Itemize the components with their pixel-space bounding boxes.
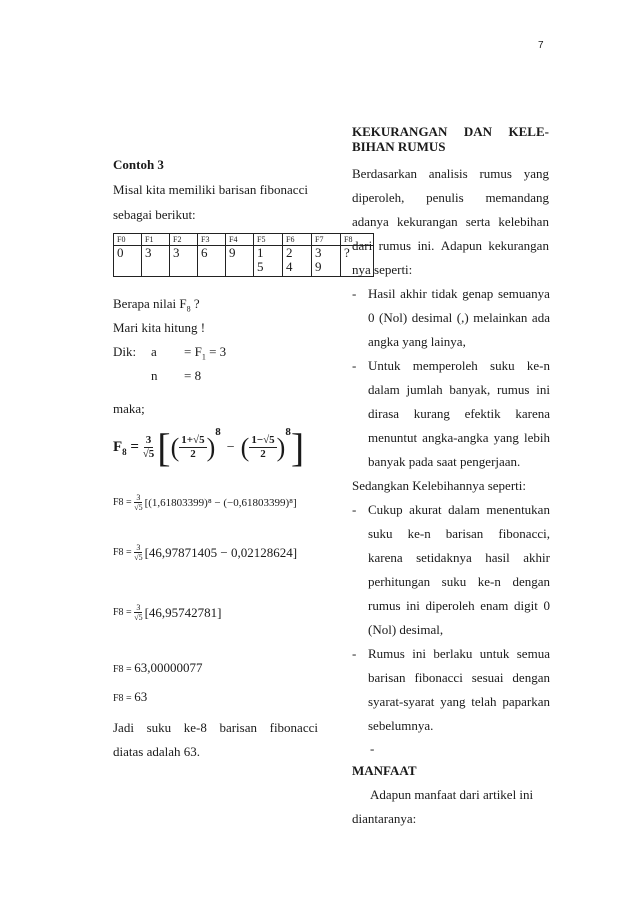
binet-formula	[113, 420, 304, 475]
text-line: Adapun manfaat dari artikel ini	[370, 787, 534, 802]
fibonacci-table-value-digit: 9	[315, 259, 322, 274]
word: akhir	[523, 550, 550, 565]
formula-left-bracket: [	[157, 424, 171, 470]
step-3-expression: [46,95742781]	[144, 604, 222, 620]
word: ke-n	[407, 526, 431, 541]
fibonacci-table-value-digit: 9	[229, 245, 236, 260]
formula-eq: =	[126, 439, 143, 455]
word: desimal	[411, 310, 453, 325]
fibonacci-table-value-cell	[226, 246, 254, 277]
word: tidak	[431, 286, 458, 301]
word: fibonacci,	[498, 526, 550, 541]
question-line	[113, 296, 200, 317]
fibonacci-table-value-cell	[283, 246, 312, 277]
formula-term2: $\frac{1-√5}{2}$	[251, 434, 275, 460]
word: rumus	[368, 598, 401, 613]
justified-text-line	[352, 190, 549, 205]
fibonacci-table-value-digit: 2	[286, 245, 293, 260]
word: ke-n	[526, 358, 550, 373]
word: rumus	[496, 382, 530, 397]
justified-text-line	[352, 214, 549, 229]
section-heading-line-2: BIHAN RUMUS	[352, 139, 446, 154]
text-line: (Nol) desimal,	[368, 622, 444, 637]
fibonacci-table-header-row	[114, 234, 374, 246]
word: banyak,	[449, 382, 491, 397]
word: dengan	[512, 574, 550, 589]
word: 0	[368, 310, 375, 325]
lets-count: Mari kita hitung !	[113, 320, 206, 335]
justified-text-line	[352, 166, 549, 181]
word: kurang	[413, 406, 450, 421]
dik-a-subscript: 1	[201, 352, 206, 362]
formula-exp-1: 8	[215, 426, 221, 438]
word: kekurangan	[396, 214, 458, 229]
justified-text-line	[368, 670, 550, 685]
word: memperoleh	[412, 358, 478, 373]
word: ini.	[417, 238, 435, 253]
word: barisan	[445, 526, 484, 541]
conclusion-line-1	[113, 720, 318, 735]
word: ada	[531, 310, 550, 325]
justified-text-line	[368, 526, 550, 541]
justified-text-line	[368, 286, 550, 301]
word: rumus	[479, 166, 512, 181]
fibonacci-table-header-cell: F4	[226, 234, 254, 246]
fibonacci-table-header-cell: F6	[283, 234, 312, 246]
dik-a-value-text: = F	[184, 344, 202, 359]
step-4-value: 63,00000077	[134, 660, 203, 675]
word: untuk	[479, 646, 510, 661]
word: akurat	[409, 502, 442, 517]
fibonacci-table-value-digit: 3	[145, 245, 152, 260]
justified-text-line	[368, 406, 550, 421]
word: menentukan	[486, 502, 550, 517]
word: Adapun	[440, 238, 482, 253]
word: setidaknya	[416, 550, 472, 565]
word: KEKURANGAN	[352, 124, 448, 139]
word: karena	[515, 406, 550, 421]
formula-coefficient: $\frac{3}{√5}$	[142, 434, 155, 460]
fibonacci-table-header-cell: F1	[142, 234, 170, 246]
conclusion-line-2: diatas adalah 63.	[113, 744, 200, 759]
word: rumus	[378, 238, 412, 253]
word: sesuai	[471, 670, 504, 685]
justified-text-line	[368, 598, 550, 613]
fibonacci-table-header-cell: F5	[254, 234, 283, 246]
word: syarat-syarat	[368, 694, 435, 709]
word: diperoleh	[425, 598, 475, 613]
text-line: banyak pada saat pengerjaan.	[368, 454, 521, 469]
word: melainkan	[473, 310, 528, 325]
word: fibonacci	[269, 720, 318, 735]
word: ini	[412, 646, 426, 661]
fibonacci-table-value-cell	[114, 246, 142, 277]
word: Untuk	[368, 358, 401, 373]
justified-text-line	[368, 310, 550, 325]
fibonacci-table-value-cell	[142, 246, 170, 277]
justified-text-line	[368, 694, 550, 709]
list-bullet-dash: -	[352, 358, 357, 373]
justified-text-line	[368, 574, 550, 589]
dik-n: n	[151, 368, 158, 383]
formula-right-bracket: ]	[290, 424, 305, 470]
fibonacci-table-value-cell	[312, 246, 341, 277]
word: kekurangan	[488, 238, 549, 253]
word: Rumus	[368, 646, 405, 661]
stray-dash: -	[370, 741, 375, 756]
formula-left-paren-1: (	[170, 432, 180, 462]
word: suku	[441, 574, 467, 589]
word: enam	[480, 598, 509, 613]
text-line: angka yang lainya,	[368, 334, 466, 349]
justified-text-line	[368, 502, 550, 517]
formula-exp-2: 8	[285, 426, 291, 438]
formula-right-paren-2: )	[276, 432, 286, 462]
word: suku	[368, 526, 393, 541]
intro-line-1: Misal kita memiliki barisan fibonacci	[113, 182, 308, 197]
word: yang	[440, 694, 466, 709]
step-1-expression: [(1,61803399)⁸ − (−0,61803399)⁸]	[144, 496, 297, 509]
fibonacci-table	[113, 233, 374, 277]
word: (Nol)	[379, 310, 408, 325]
justified-text-line	[368, 382, 550, 397]
word: jumlah	[406, 382, 443, 397]
text-line: Sedangkan Kelebihannya seperti:	[352, 478, 526, 493]
fibonacci-table-value-digit: ?	[344, 245, 350, 260]
fibonacci-table-value-cell	[170, 246, 198, 277]
example-heading: Contoh 3	[113, 157, 164, 172]
word: ini	[536, 382, 550, 397]
word: ke-8	[183, 720, 207, 735]
step-2-expression: [46,97871405 − 0,02128624]	[144, 544, 298, 560]
word: Cukup	[368, 502, 403, 517]
step-2: F8 = $\frac{3}{√5}$ [46,97871405 − 0,02128624]	[113, 543, 298, 562]
word: Berdasarkan	[352, 166, 417, 181]
fibonacci-table-value-cell	[198, 246, 226, 277]
text-line: nya seperti:	[352, 262, 413, 277]
word: dari	[352, 238, 373, 253]
formula-left-paren-2: (	[240, 432, 250, 462]
step-5-value: 63	[134, 689, 148, 704]
fibonacci-table-value-digit: 4	[286, 259, 293, 274]
step-3: F8 = $\frac{3}{√5}$ [46,95742781]	[113, 603, 222, 622]
fibonacci-table-value-digit: 0	[117, 245, 124, 260]
word: telah	[471, 694, 497, 709]
word: kelebihan	[498, 214, 549, 229]
word: karena	[368, 550, 403, 565]
dik-a-value-end: = 3	[205, 344, 227, 359]
word: dengan	[512, 670, 550, 685]
fibonacci-table-header-cell: F8	[341, 234, 374, 246]
word: dirasa	[368, 406, 400, 421]
question-subscript: 8	[186, 304, 191, 314]
word: adanya	[352, 214, 389, 229]
word: analisis	[428, 166, 468, 181]
word: dalam	[368, 382, 400, 397]
fibonacci-table-header-cell: F2	[170, 234, 198, 246]
text-line: diantaranya:	[352, 811, 417, 826]
maka: maka;	[113, 401, 145, 416]
formula-right-paren-1: )	[206, 432, 216, 462]
word: suku	[490, 358, 515, 373]
word: memandang	[485, 190, 549, 205]
word: 0	[543, 598, 550, 613]
word: yang	[493, 430, 519, 445]
dik-a: a	[151, 344, 157, 359]
word: ini	[406, 598, 420, 613]
fibonacci-table-value-row	[114, 246, 374, 277]
word: serta	[465, 214, 491, 229]
word: ke-n	[477, 574, 501, 589]
step-2-coefficient: $\frac{3}{√5}$	[134, 543, 143, 562]
word: dalam	[448, 502, 480, 517]
word: hasil	[485, 550, 510, 565]
word: yang	[523, 166, 549, 181]
step-4: F8 = 63,00000077	[113, 660, 203, 675]
dik-label: Dik:	[113, 344, 137, 359]
word: perhitungan	[368, 574, 431, 589]
list-bullet-dash: -	[352, 646, 357, 661]
justified-text-line	[368, 358, 550, 373]
fibonacci-table-value-digit: 1	[257, 245, 264, 260]
justified-text-line	[352, 238, 549, 253]
question-text: Berapa nilai F	[113, 296, 187, 311]
word: barisan	[219, 720, 257, 735]
word: Jadi	[113, 720, 134, 735]
list-bullet-dash: -	[352, 286, 357, 301]
word: digit	[513, 598, 538, 613]
formula-minus: −	[226, 439, 235, 455]
question-end: ?	[190, 296, 200, 311]
word: penulis	[426, 190, 464, 205]
word: DAN	[463, 124, 493, 139]
step-1: F8 = $\frac{3}{√5}$ [(1,61803399)⁸ − (−0,61803399)⁸]	[113, 493, 297, 512]
text-line: sebelumnya.	[368, 718, 434, 733]
justified-text-line	[368, 550, 550, 565]
fibonacci-table-value-digit: 5	[257, 259, 264, 274]
dik-n-value: = 8	[184, 368, 202, 383]
word: berlaku	[433, 646, 473, 661]
word: semua	[516, 646, 550, 661]
fibonacci-table-header-cell: F0	[114, 234, 142, 246]
fibonacci-table-value-digit: 3	[173, 245, 180, 260]
step-1-coefficient: $\frac{3}{√5}$	[134, 493, 143, 512]
word: barisan	[368, 670, 406, 685]
word: genap	[462, 286, 494, 301]
fibonacci-table-value-cell	[254, 246, 283, 277]
section-heading-line-1	[352, 124, 549, 139]
fibonacci-table-value-digit: 6	[201, 245, 208, 260]
word: akhir	[400, 286, 427, 301]
fibonacci-table-value-digit: 3	[315, 245, 322, 260]
intro-line-2: sebagai berikut:	[113, 207, 196, 222]
word: semuanya	[497, 286, 550, 301]
word: paparkan	[502, 694, 550, 709]
justified-text-line	[368, 646, 550, 661]
step-3-coefficient: $\frac{3}{√5}$	[134, 603, 143, 622]
page-number: 7	[538, 40, 544, 51]
word: suku	[146, 720, 172, 735]
fibonacci-table-header-cell: F7	[312, 234, 341, 246]
word: angka-angka	[422, 430, 489, 445]
formula-lhs: $F_8$	[113, 438, 127, 457]
fibonacci-table-header-cell: F3	[198, 234, 226, 246]
word: diperoleh,	[352, 190, 405, 205]
list-bullet-dash: -	[352, 502, 357, 517]
word: efektik	[464, 406, 501, 421]
word: (,)	[456, 310, 469, 325]
word: fibonacci	[414, 670, 463, 685]
word: KELE-	[508, 124, 549, 139]
word: Hasil	[368, 286, 396, 301]
step-5: F8 = 63	[113, 689, 148, 704]
dik-a-value	[184, 344, 226, 365]
formula-term1: $\frac{1+√5}{2}$	[181, 434, 205, 460]
word: menuntut	[368, 430, 418, 445]
justified-text-line	[368, 430, 550, 445]
word: lebih	[524, 430, 550, 445]
manfaat-heading: MANFAAT	[352, 763, 417, 778]
